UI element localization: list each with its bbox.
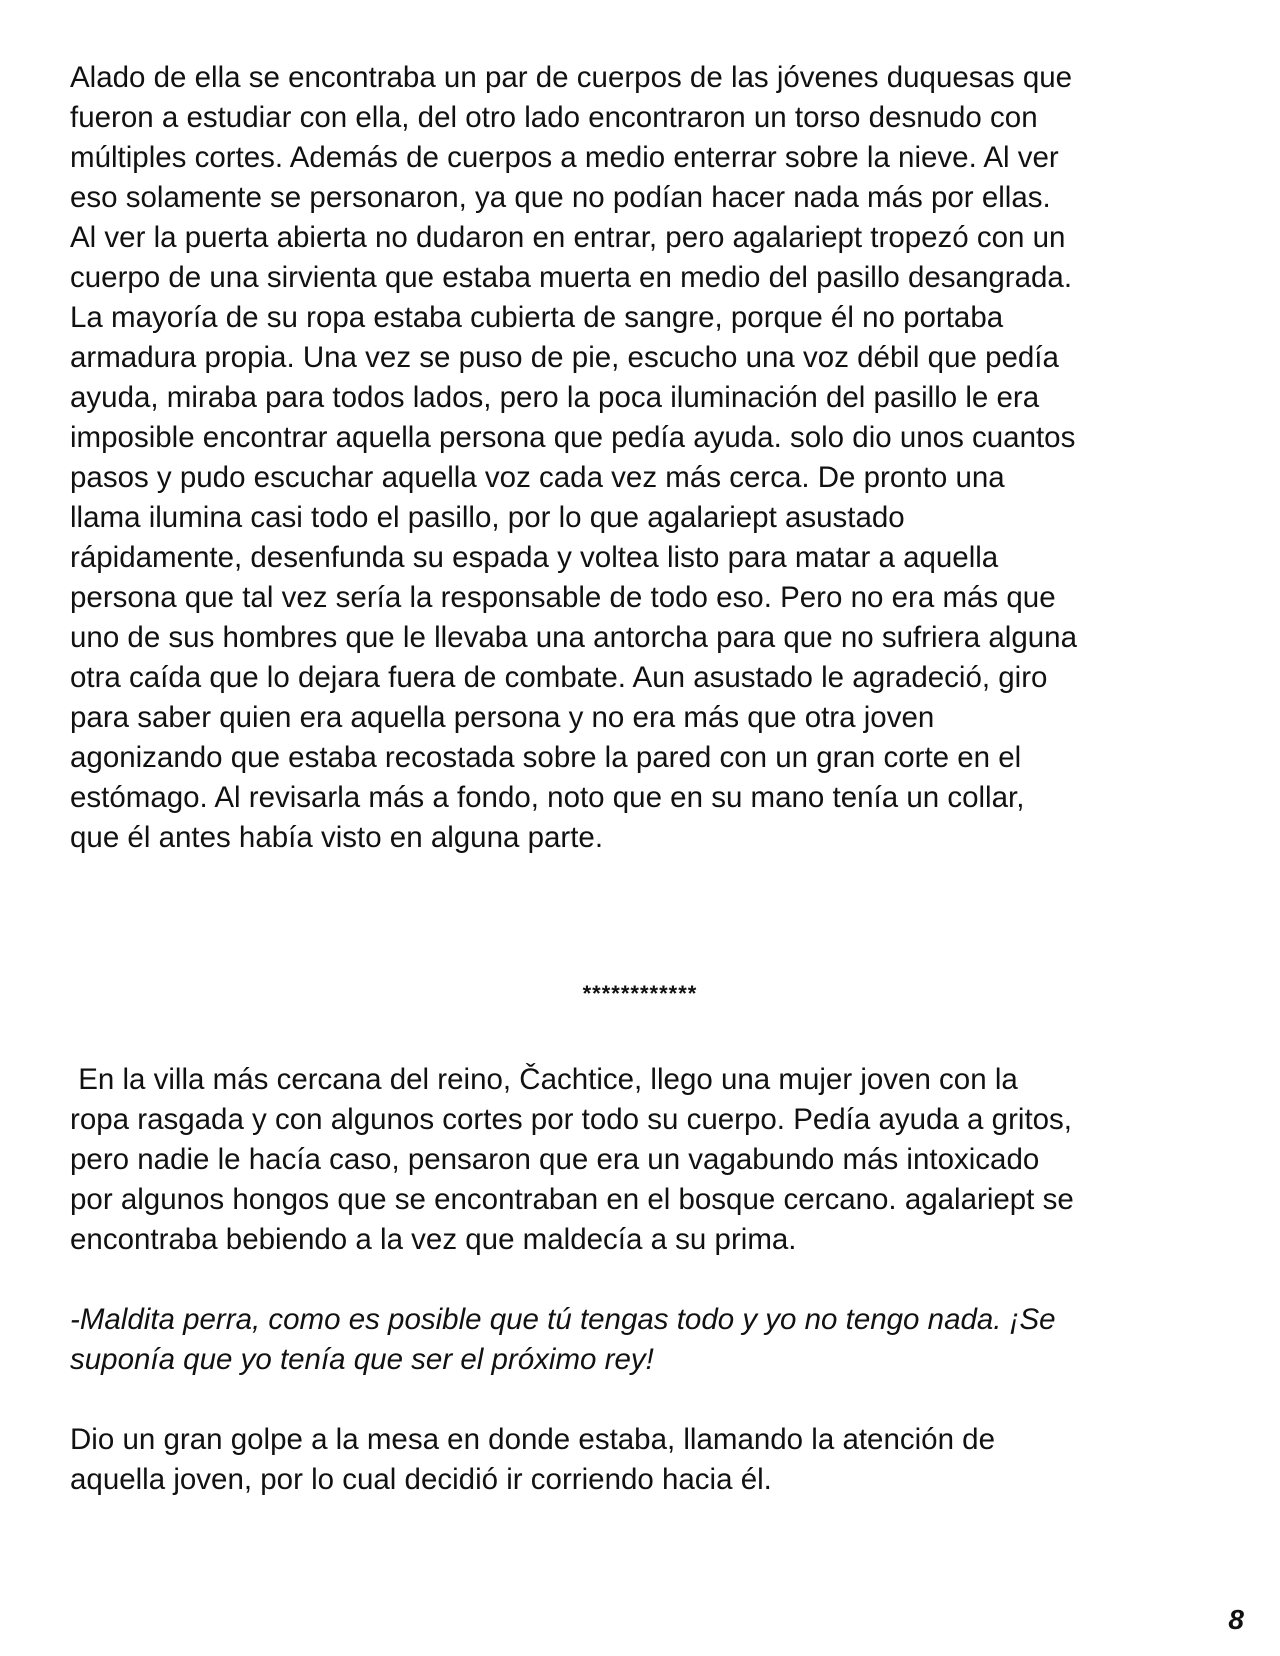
paragraph-2 xyxy=(70,1060,1074,1260)
text-line: imposible encontrar aquella persona que pedía ayuda. solo dio unos cuantos xyxy=(70,421,1076,454)
section-separator: ************ xyxy=(582,981,698,1006)
text-line: La mayoría de su ropa estaba cubierta de sangre, porque él no portaba xyxy=(70,301,1004,334)
text-line: múltiples cortes. Además de cuerpos a medio enterrar sobre la nieve. Al ver xyxy=(70,141,1059,174)
text-line: agonizando que estaba recostada sobre la pared con un gran corte en el xyxy=(70,741,1022,774)
text-line: Alado de ella se encontraba un par de cuerpos de las jóvenes duquesas que xyxy=(70,61,1073,94)
text-line: uno de sus hombres que le llevaba una antorcha para que no sufriera alguna xyxy=(70,621,1077,654)
text-line: para saber quien era aquella persona y no era más que otra joven xyxy=(70,701,935,734)
text-line: -Maldita perra, como es posible que tú tengas todo y yo no tengo nada. ¡Se xyxy=(70,1303,1056,1336)
text-line: aquella joven, por lo cual decidió ir corriendo hacia él. xyxy=(70,1463,772,1496)
text-line: rápidamente, desenfunda su espada y voltea listo para matar a aquella xyxy=(70,541,999,574)
text-line: Al ver la puerta abierta no dudaron en entrar, pero agalariept tropezó con un xyxy=(70,221,1066,254)
text-line: suponía que yo tenía que ser el próximo rey! xyxy=(70,1343,654,1376)
text-line: que él antes había visto en alguna parte. xyxy=(70,821,604,854)
paragraph-1 xyxy=(70,58,1077,858)
text-line: estómago. Al revisarla más a fondo, noto que en su mano tenía un collar, xyxy=(70,781,1025,814)
text-line: ropa rasgada y con algunos cortes por todo su cuerpo. Pedía ayuda a gritos, xyxy=(70,1103,1072,1136)
text-line: encontraba bebiendo a la vez que maldecía a su prima. xyxy=(70,1223,797,1256)
text-line: persona que tal vez sería la responsable de todo eso. Pero no era más que xyxy=(70,581,1056,614)
text-line: llama ilumina casi todo el pasillo, por lo que agalariept asustado xyxy=(70,501,905,534)
page-number: 8 xyxy=(1228,1604,1244,1635)
text-line: otra caída que lo dejara fuera de combate. Aun asustado le agradeció, giro xyxy=(70,661,1048,694)
dialogue-paragraph xyxy=(70,1300,1056,1380)
text-line: fueron a estudiar con ella, del otro lado encontraron un torso desnudo con xyxy=(70,101,1038,134)
text-line: ayuda, miraba para todos lados, pero la poca iluminación del pasillo le era xyxy=(70,381,1040,414)
text-line: Dio un gran golpe a la mesa en donde estaba, llamando la atención de xyxy=(70,1423,995,1456)
text-line: pasos y pudo escuchar aquella voz cada vez más cerca. De pronto una xyxy=(70,461,1005,494)
text-line: armadura propia. Una vez se puso de pie, escucho una voz débil que pedía xyxy=(70,341,1059,374)
paragraph-4 xyxy=(70,1420,995,1500)
text-line: eso solamente se personaron, ya que no podían hacer nada más por ellas. xyxy=(70,181,1051,214)
text-line: pero nadie le hacía caso, pensaron que era un vagabundo más intoxicado xyxy=(70,1143,1040,1176)
text-line: cuerpo de una sirvienta que estaba muerta en medio del pasillo desangrada. xyxy=(70,261,1073,294)
text-line: En la villa más cercana del reino, Čachtice, llego una mujer joven con la xyxy=(70,1063,1018,1096)
text-line: por algunos hongos que se encontraban en el bosque cercano. agalariept se xyxy=(70,1183,1074,1216)
